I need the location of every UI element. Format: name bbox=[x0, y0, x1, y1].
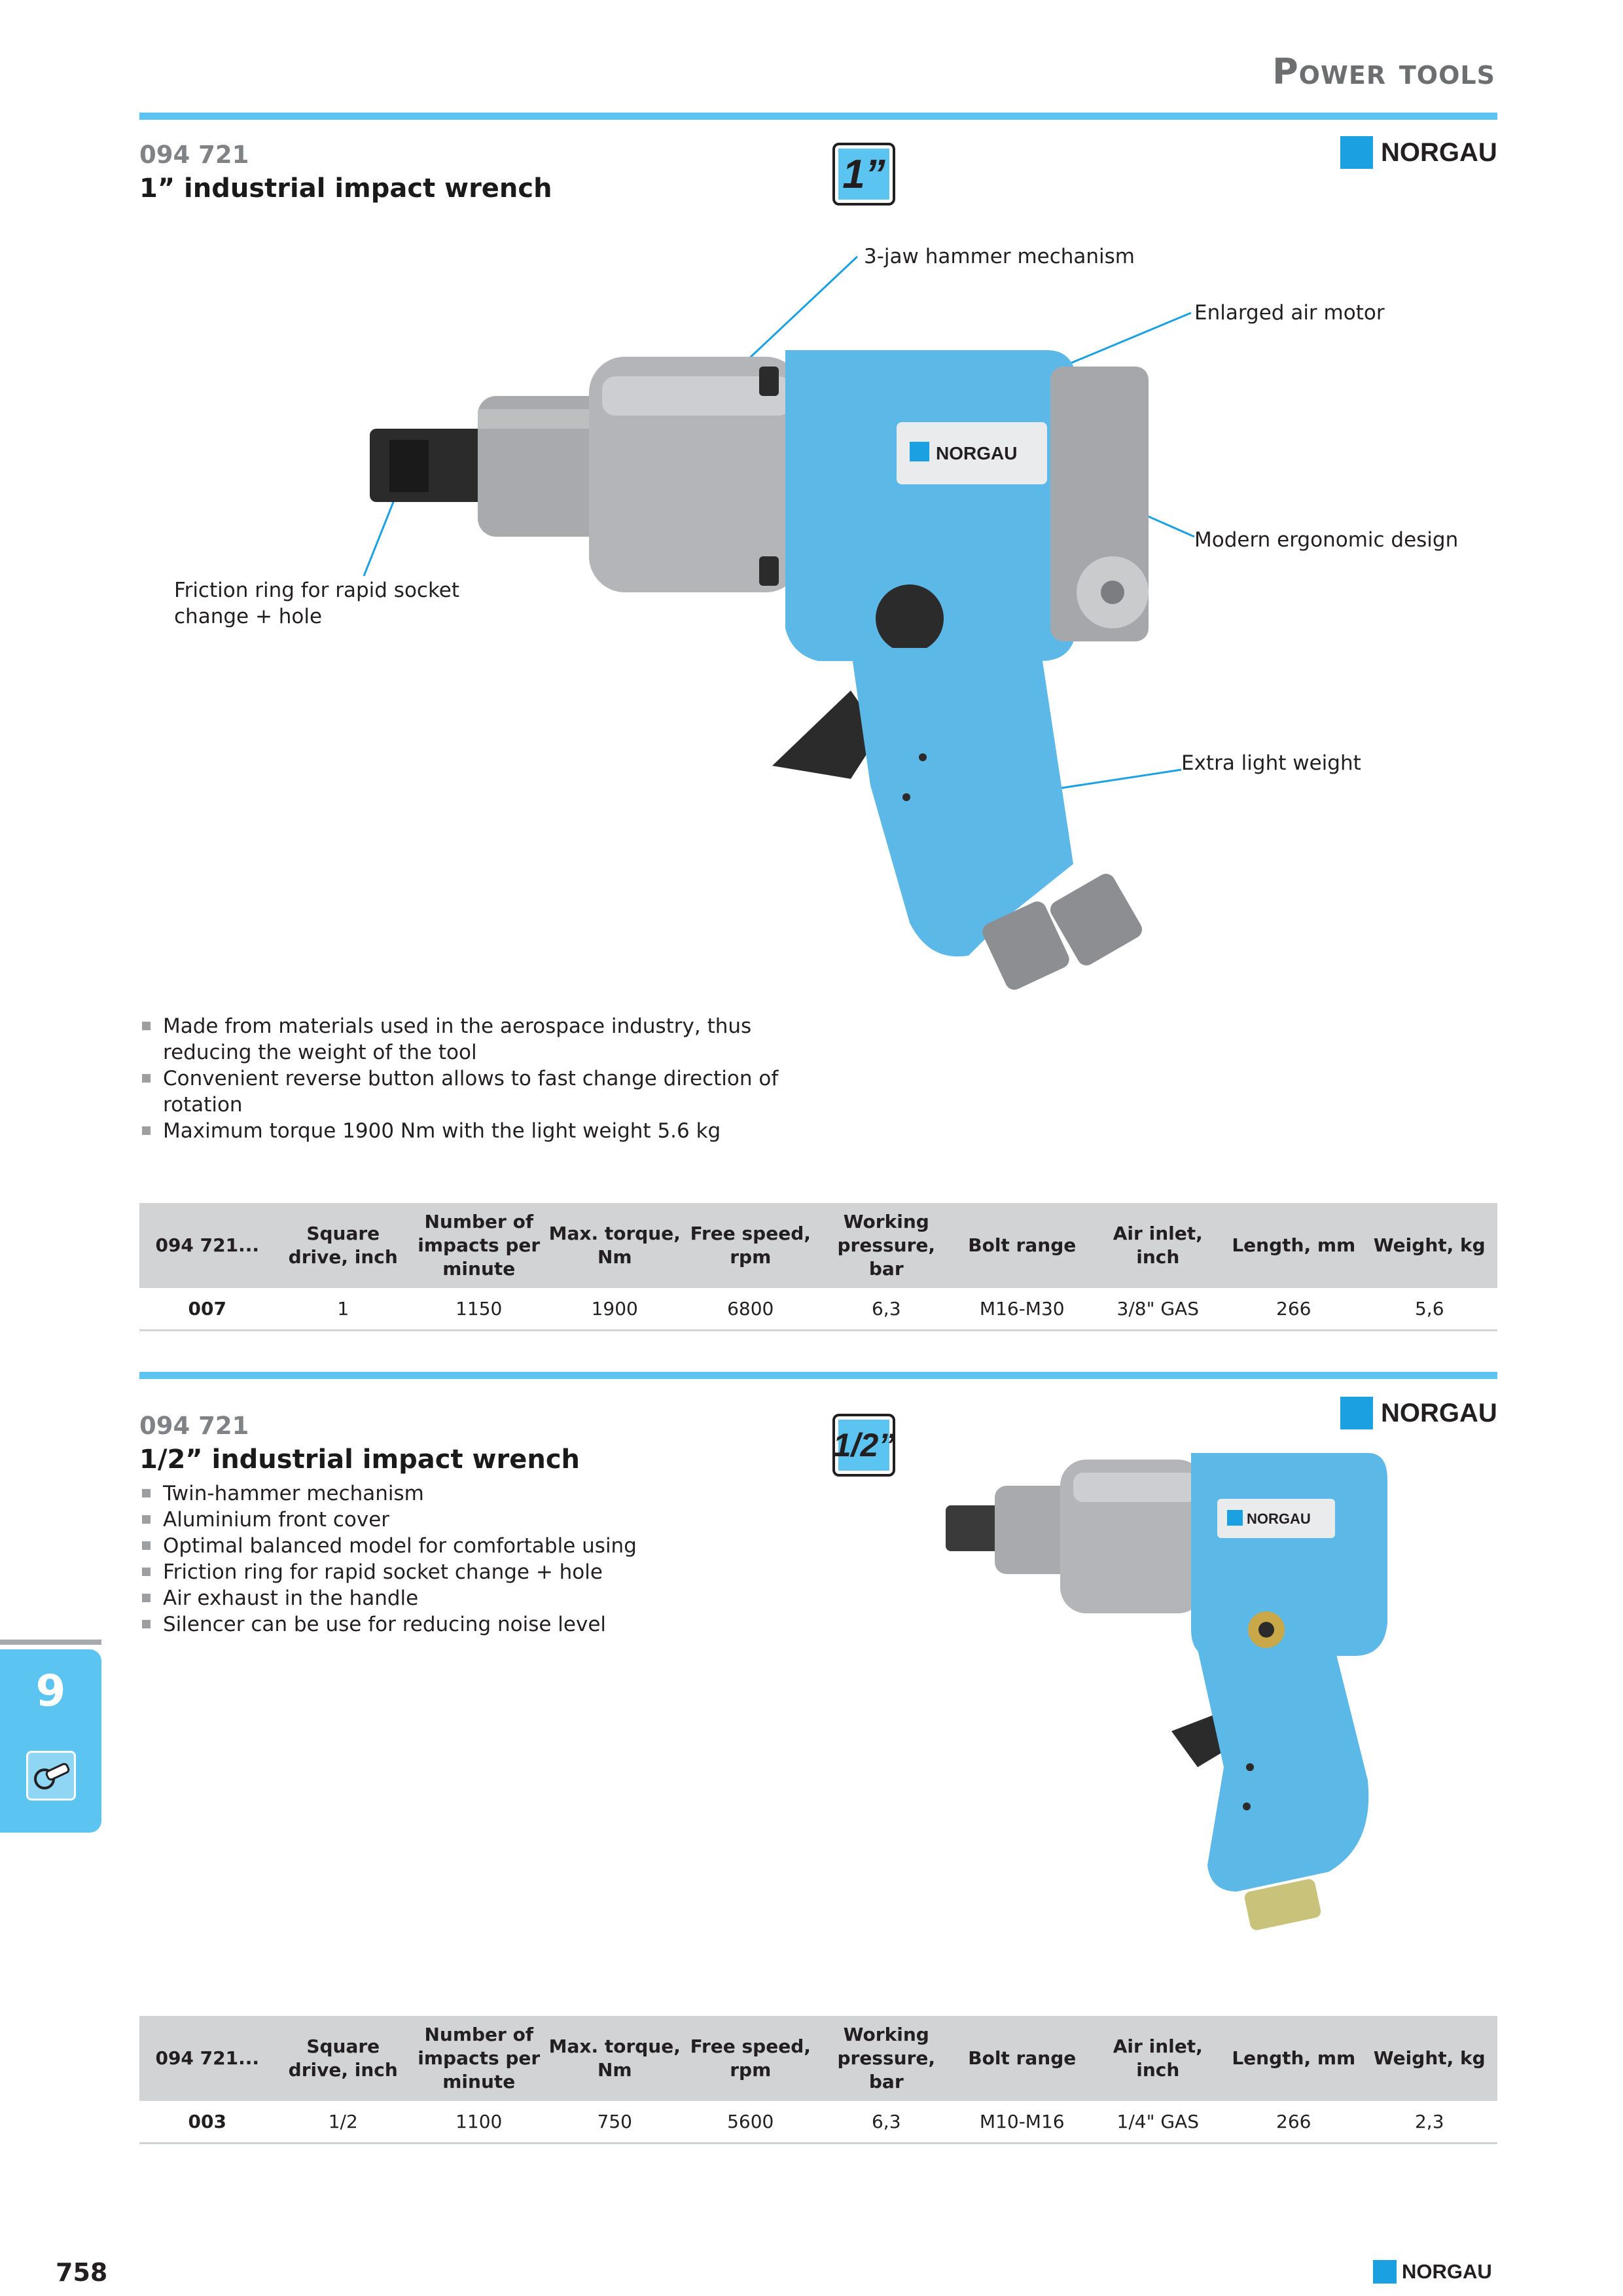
table-cell: 6,3 bbox=[871, 1297, 901, 1319]
col-header: Square drive, inch bbox=[288, 2036, 398, 2081]
product-title: 1” industrial impact wrench bbox=[139, 173, 552, 204]
table-cell: M16-M30 bbox=[979, 1297, 1065, 1319]
feature-item: Aluminium front cover bbox=[139, 1507, 859, 1533]
table-cell: 266 bbox=[1276, 1297, 1311, 1319]
table-cell: 1100 bbox=[455, 2110, 503, 2132]
table-cell: 3/8" GAS bbox=[1116, 1297, 1199, 1319]
table-cell: 6,3 bbox=[871, 2110, 901, 2132]
chapter-number: 9 bbox=[35, 1666, 66, 1716]
col-header: 094 721... bbox=[155, 2047, 260, 2069]
col-header: 094 721... bbox=[155, 1234, 260, 1256]
feature-item: Maximum torque 1900 Nm with the light weight 5.6 kg bbox=[139, 1118, 827, 1144]
col-header: Bolt range bbox=[968, 2047, 1077, 2069]
callout-hammer-mechanism: 3-jaw hammer mechanism bbox=[864, 245, 1135, 268]
table-row bbox=[139, 2101, 1497, 2144]
table-cell: M10-M16 bbox=[979, 2110, 1065, 2132]
svg-text:NORGAU: NORGAU bbox=[1247, 1511, 1311, 1527]
brand-square-icon bbox=[1340, 1397, 1373, 1429]
page-number: 758 bbox=[56, 2258, 108, 2287]
col-header: Length, mm bbox=[1232, 1234, 1356, 1256]
svg-text:NORGAU: NORGAU bbox=[936, 443, 1018, 463]
table-cell: 750 bbox=[597, 2110, 632, 2132]
feature-item: Air exhaust in the handle bbox=[139, 1585, 859, 1611]
table-cell: 1/2 bbox=[328, 2110, 358, 2132]
feature-item: Silencer can be use for reducing noise level bbox=[139, 1611, 859, 1638]
feature-list bbox=[139, 1013, 827, 1144]
col-header: Weight, kg bbox=[1373, 1234, 1486, 1256]
feature-list bbox=[139, 1480, 859, 1638]
feature-item: Optimal balanced model for comfortable using bbox=[139, 1533, 859, 1559]
table-cell: 1 bbox=[337, 1297, 349, 1319]
col-header: Air inlet, inch bbox=[1113, 1223, 1203, 1268]
table-row bbox=[139, 1288, 1497, 1331]
col-header: Free speed, rpm bbox=[690, 2036, 811, 2081]
col-header: Free speed, rpm bbox=[690, 1223, 811, 1268]
spec-table bbox=[139, 2016, 1497, 2144]
col-header: Number of impacts per minute bbox=[418, 2024, 541, 2092]
spec-table-header bbox=[139, 1203, 1497, 1288]
col-header: Working pressure, bar bbox=[837, 1211, 936, 1280]
product-code: 094 721 bbox=[139, 141, 249, 169]
table-cell: 266 bbox=[1276, 2110, 1311, 2132]
callout-ergonomic-design: Modern ergonomic design bbox=[1194, 528, 1459, 552]
table-cell: 003 bbox=[188, 2110, 226, 2132]
col-header: Weight, kg bbox=[1373, 2047, 1486, 2069]
brand-name: NORGAU bbox=[1381, 1398, 1497, 1427]
callout-friction-ring-line2: change + hole bbox=[174, 605, 323, 628]
brand-name: NORGAU bbox=[1381, 137, 1497, 167]
table-cell: 007 bbox=[188, 1297, 226, 1319]
callout-friction-ring-line1: Friction ring for rapid socket bbox=[174, 579, 460, 602]
drive-size-badge bbox=[832, 1414, 895, 1477]
brand-name: NORGAU bbox=[1402, 2260, 1492, 2283]
product-code: 094 721 bbox=[139, 1412, 249, 1440]
col-header: Number of impacts per minute bbox=[418, 1211, 541, 1280]
section-divider bbox=[139, 1372, 1497, 1379]
spec-table bbox=[139, 1203, 1497, 1331]
col-header: Working pressure, bar bbox=[837, 2024, 936, 2092]
section-title: Power tools bbox=[1272, 51, 1495, 92]
table-cell: 6800 bbox=[727, 1297, 774, 1319]
brand-logo bbox=[1340, 1397, 1497, 1429]
table-cell: 1/4" GAS bbox=[1116, 2110, 1199, 2132]
side-tab-divider bbox=[0, 1640, 101, 1645]
table-cell: 5600 bbox=[727, 2110, 774, 2132]
drive-size-label: 1/2” bbox=[832, 1427, 895, 1463]
feature-item: Friction ring for rapid socket change + hole bbox=[139, 1559, 859, 1585]
col-header: Air inlet, inch bbox=[1113, 2036, 1203, 2081]
col-header: Max. torque, Nm bbox=[548, 2036, 681, 2081]
table-cell: 1150 bbox=[455, 1297, 503, 1319]
product-title: 1/2” industrial impact wrench bbox=[139, 1444, 580, 1475]
feature-item: Twin-hammer mechanism bbox=[139, 1480, 859, 1507]
col-header: Square drive, inch bbox=[288, 1223, 398, 1268]
grinder-icon bbox=[26, 1751, 76, 1801]
table-cell: 5,6 bbox=[1414, 1297, 1444, 1319]
impact-wrench-2-illustration bbox=[916, 1440, 1407, 1937]
table-cell: 1900 bbox=[591, 1297, 638, 1319]
feature-item: Convenient reverse button allows to fast change direction of rotation bbox=[139, 1066, 827, 1118]
feature-item: Made from materials used in the aerospace industry, thus reducing the weight of the tool bbox=[139, 1013, 827, 1066]
col-header: Length, mm bbox=[1232, 2047, 1356, 2069]
callout-air-motor: Enlarged air motor bbox=[1194, 301, 1385, 325]
footer-brand-logo bbox=[1373, 2260, 1492, 2284]
drive-size-label: 1” bbox=[842, 151, 885, 197]
brand-square-icon bbox=[1373, 2260, 1397, 2284]
table-cell: 2,3 bbox=[1414, 2110, 1444, 2132]
col-header: Max. torque, Nm bbox=[548, 1223, 681, 1268]
spec-table-header bbox=[139, 2016, 1497, 2101]
callout-light-weight: Extra light weight bbox=[1181, 751, 1361, 775]
callout-friction-ring bbox=[174, 577, 459, 630]
col-header: Bolt range bbox=[968, 1234, 1077, 1256]
